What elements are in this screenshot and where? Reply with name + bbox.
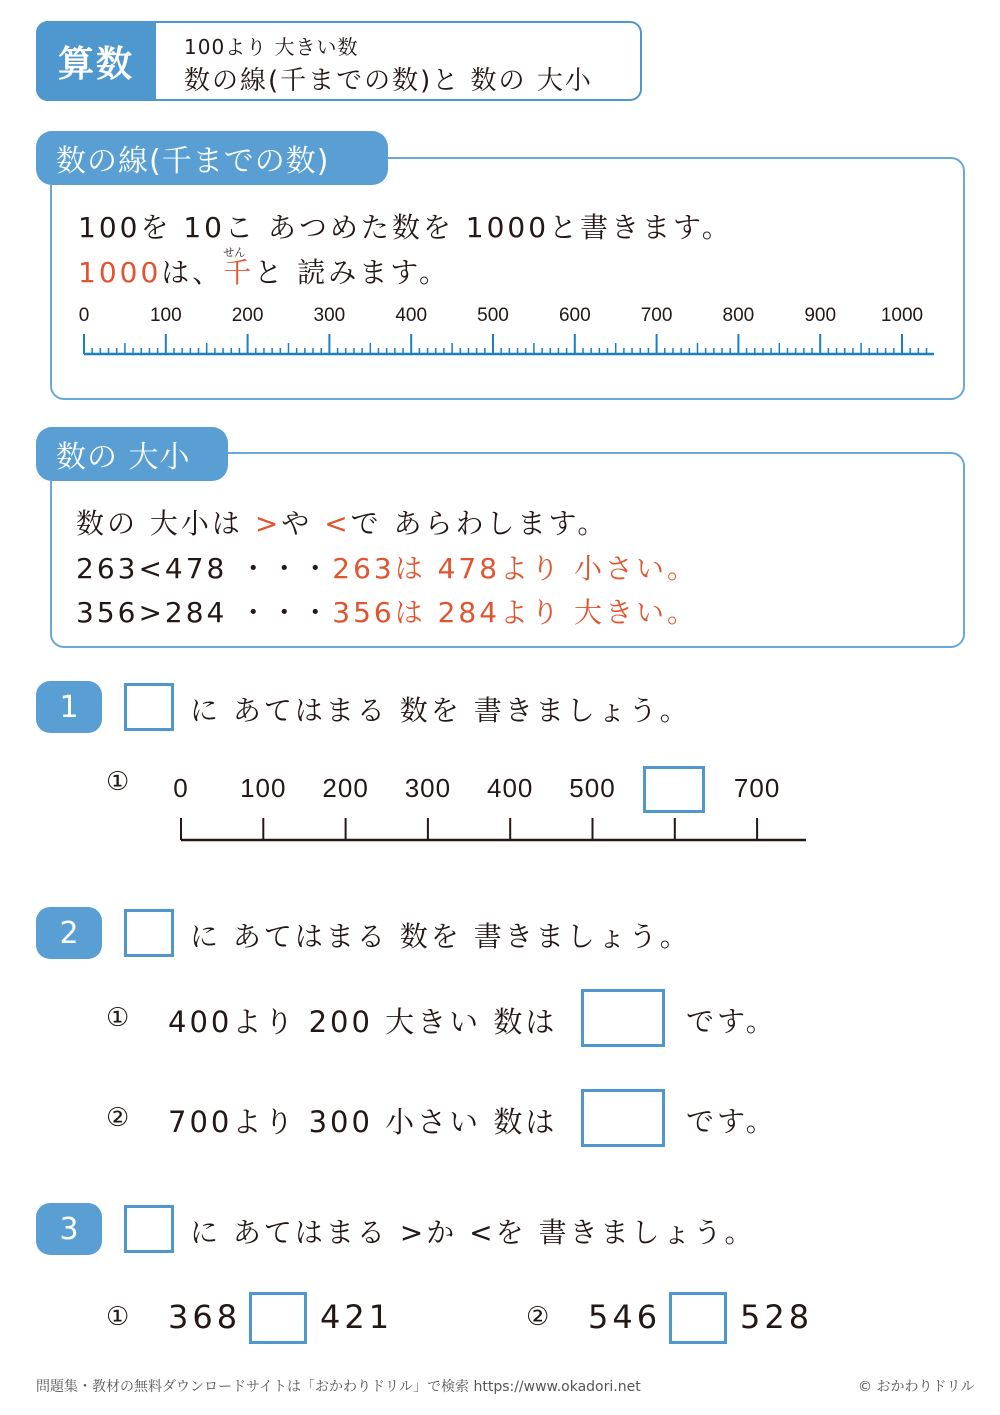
question-3-number: 3 bbox=[36, 1203, 102, 1255]
question-2-item-2-answer-box[interactable] bbox=[581, 1089, 665, 1147]
intro-text-c: で あらわします。 bbox=[350, 507, 609, 540]
question-1-tick-label: 100 bbox=[240, 773, 287, 803]
footer-copyright: © おかわりドリル bbox=[858, 1379, 975, 1395]
number-line-tick-label: 700 bbox=[640, 305, 673, 326]
question-2-item-2-mark: ② bbox=[106, 1103, 130, 1133]
section-tab-comparison: 数の 大小 bbox=[36, 427, 228, 481]
question-1-tick-label: 200 bbox=[322, 773, 369, 803]
question-2-instruction: に あてはまる 数を 書きましょう。 bbox=[190, 920, 691, 953]
question-1-tick-label: 300 bbox=[404, 773, 452, 803]
number-line-tick-label: 0 bbox=[78, 305, 90, 326]
line2-text-b: と 読みます。 bbox=[254, 256, 450, 289]
question-3-item-1-left: 368 bbox=[168, 1298, 242, 1336]
section1-line1: 100を 10こ あつめた数を 1000と書きます。 bbox=[78, 211, 733, 244]
question-3-item-1-mark: ① bbox=[106, 1302, 130, 1332]
question-1-tick-label: 700 bbox=[733, 773, 781, 803]
line2-text-a: は、 bbox=[161, 256, 224, 289]
question-2-item-1-mark: ① bbox=[106, 1003, 130, 1033]
section-tab-number-line: 数の線(千までの数) bbox=[36, 131, 388, 185]
question-3-item-1-answer-box[interactable] bbox=[249, 1292, 307, 1344]
greater-than-sign: > bbox=[254, 507, 282, 540]
example-1-expression: 263<478 ・・・ bbox=[76, 552, 333, 585]
number-line-tick-label: 900 bbox=[804, 305, 837, 326]
question-2-number: 2 bbox=[36, 907, 102, 959]
number-line-tick-label: 1000 bbox=[880, 305, 924, 326]
number-line-tick-label: 600 bbox=[558, 305, 591, 326]
question-2-blank-example bbox=[124, 909, 174, 957]
question-2-item-1-text: 400より 200 大きい 数は bbox=[168, 1005, 558, 1039]
number-line-tick-label: 100 bbox=[149, 305, 182, 326]
intro-text-b: や bbox=[281, 507, 325, 540]
question-1-tick-label: 500 bbox=[569, 773, 616, 803]
question-2-item-1-suffix: です。 bbox=[686, 1005, 777, 1038]
subject-label: 算数 bbox=[36, 21, 156, 101]
header-title: 数の線(千までの数)と 数の 大小 bbox=[184, 66, 593, 96]
thousand-number: 1000 bbox=[78, 256, 162, 289]
question-2-item-2-suffix: です。 bbox=[686, 1105, 777, 1138]
question-1-instruction: に あてはまる 数を 書きましょう。 bbox=[190, 694, 691, 727]
question-1-tick-label: 400 bbox=[486, 773, 534, 803]
number-line-tick-label: 300 bbox=[313, 305, 346, 326]
example-2-expression: 356>284 ・・・ bbox=[76, 596, 333, 629]
number-line-tick-label: 500 bbox=[477, 305, 509, 326]
question-2-item-1-answer-box[interactable] bbox=[581, 989, 665, 1047]
example-2-explanation: 356は 284より 大きい。 bbox=[332, 596, 698, 629]
number-line-tick-label: 200 bbox=[231, 305, 264, 326]
question-3-instruction: に あてはまる >か <を 書きましょう。 bbox=[190, 1216, 756, 1249]
question-3-item-2-right: 528 bbox=[740, 1298, 814, 1336]
question-3-blank-example bbox=[124, 1205, 174, 1253]
example-1-explanation: 263は 478より 小さい。 bbox=[332, 552, 698, 585]
question-1-number: 1 bbox=[36, 681, 102, 733]
ruby-sen: せん bbox=[223, 246, 246, 259]
number-line-tick-label: 800 bbox=[722, 305, 755, 326]
question-3-item-2-answer-box[interactable] bbox=[669, 1292, 727, 1344]
header-subtitle: 100より 大きい数 bbox=[184, 35, 359, 59]
number-line-tick-label: 400 bbox=[395, 305, 428, 326]
kanji-sen: 千 bbox=[223, 256, 255, 289]
question-1-tick-label: 0 bbox=[173, 773, 189, 803]
footer-site-text: 問題集・教材の無料ダウンロードサイトは「おかわりドリル」で検索 https://www.okadori.net bbox=[36, 1379, 641, 1395]
question-3-item-2-mark: ② bbox=[526, 1302, 550, 1332]
question-3-item-2-left: 546 bbox=[588, 1298, 662, 1336]
question-2-item-2-text: 700より 300 小さい 数は bbox=[168, 1105, 558, 1139]
question-1-item-mark: ① bbox=[106, 767, 130, 797]
intro-text-a: 数の 大小は bbox=[76, 507, 255, 540]
question-3-item-1-right: 421 bbox=[320, 1298, 394, 1336]
less-than-sign: < bbox=[324, 507, 351, 540]
